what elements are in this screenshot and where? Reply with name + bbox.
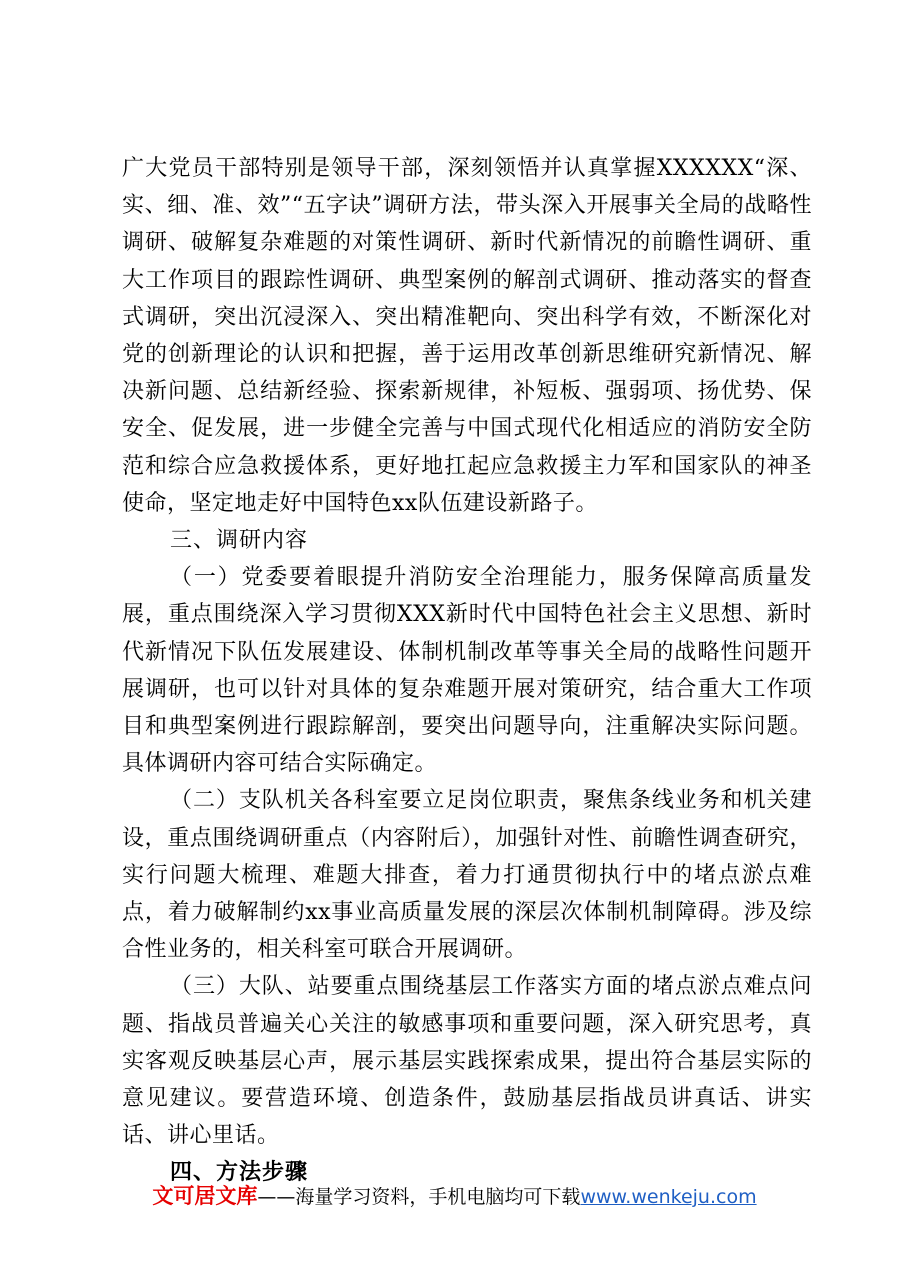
body-paragraph: （二）支队机关各科室要立足岗位职责，聚焦条线业务和机关建设，重点围绕调研重点（内容附后），加强针对性、前瞻性调查研究，实行问题大梳理、难题大排查，着力打通贯彻执行中的堵点淤点难点，着力破解制约xx事业高质量发展的深层次体制机制障碍。涉及综合性业务的，相关科室可联合开展调研。 [122,788,812,963]
section-heading: 三、调研内容 [170,528,309,554]
body-paragraph: 广大党员干部特别是领导干部，深刻领悟并认真掌握XXXXXX“深、实、细、准、效”“五字诀”调研方法，带头深入开展事关全局的战略性调研、破解复杂难题的对策性调研、新时代新情况的前瞻性调研、重大工作项目的跟踪性调研、典型案例的解剖式调研、推动落实的督查式调研，突出沉浸深入、突出精准靶向、突出科学有效，不断深化对党的创新理论的认识和把握，善于运用改革创新思维研究新情况、解决新问题、总结新经验、探索新规律，补短板、强弱项、扬优势、保安全、促发展，进一步健全完善与中国式现代化相适应的消防安全防范和综合应急救援体系，更好地扛起应急救援主力军和国家队的神圣使命，坚定地走好中国特色xx队伍建设新路子。 [122,156,812,516]
footer-banner [0,1181,909,1212]
website-link[interactable]: www.wenkeju.com [580,1186,757,1208]
document-body [122,150,812,1192]
footer-tagline: ——海量学习资料，手机电脑均可下载 [257,1186,581,1208]
brand-name: 文可居文库 [152,1184,258,1208]
body-paragraph: （一）党委要着眼提升消防安全治理能力，服务保障高质量发展，重点围绕深入学习贯彻XXX新时代中国特色社会主义思想、新时代新情况下队伍发展建设、体制机制改革等事关全局的战略性问题开展调研，也可以针对具体的复杂难题开展对策研究，结合重大工作项目和典型案例进行跟踪解剖，要突出问题导向，注重解决实际问题。具体调研内容可结合实际确定。 [122,565,812,777]
body-paragraph: （三）大队、站要重点围绕基层工作落实方面的堵点淤点难点问题、指战员普遍关心关注的敏感事项和重要问题，深入研究思考，真实客观反映基层心声，展示基层实践探索成果，提出符合基层实际的意见建议。要营造环境、创造条件，鼓励基层指战员讲真话、讲实话、讲心里话。 [122,974,812,1149]
section-heading: 四、方法步骤 [170,1160,309,1186]
